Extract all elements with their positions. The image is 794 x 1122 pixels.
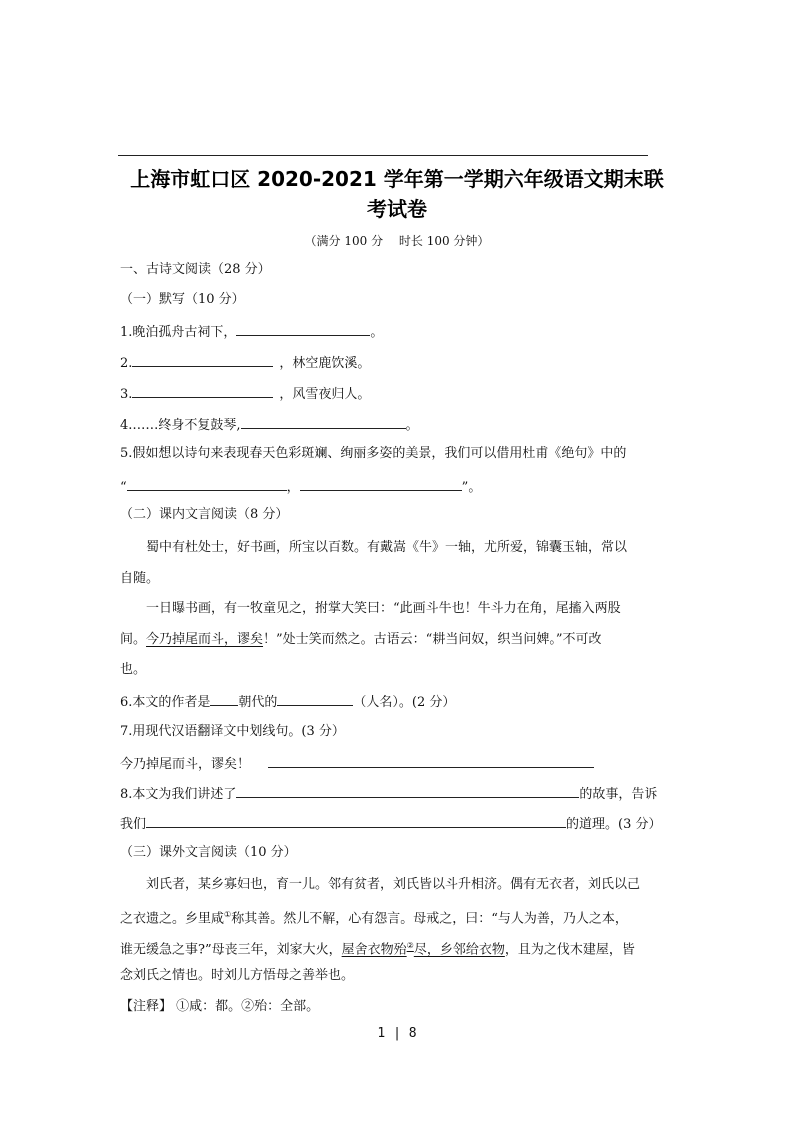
q5-answer-blank-1[interactable] (127, 477, 287, 491)
q1-prefix: 1.晚泊孤舟古祠下， (120, 325, 237, 340)
exam-title-line2: 考试卷 (367, 197, 427, 221)
question-5-text: 5.假如想以诗句来表现春天色彩斑斓、绚丽多姿的美景，我们可以借用杜甫《绝句》中的 (120, 446, 627, 461)
question-8-line1 (120, 784, 657, 804)
q3-suffix: ，风雪夜归人。 (279, 387, 371, 402)
passage2-line3: 一日曝书画，有一牧童见之，拊掌大笑曰：“此画斗牛也！牛斗力在角，尾搐入两股 (146, 601, 621, 616)
note-marker-2: ② (406, 941, 414, 950)
exam-title-line1: 上海市虹口区 2020-2021 学年第一学期六年级语文期末联 (130, 167, 664, 191)
passage2-line4 (120, 631, 601, 649)
annotations: 【注释】 ①咸：都。②殆：全部。 (120, 999, 320, 1014)
q7-sentence-text: 今乃掉尾而斗，谬矣！ (120, 757, 251, 772)
question-7: 7.用现代汉语翻译文中划线句。(3 分） (120, 724, 345, 739)
underlined-phrase-1: 屋舍衣物殆 (341, 942, 407, 958)
question-2 (120, 353, 370, 373)
part3-heading: （三）课外文言阅读（10 分） (120, 845, 297, 860)
q8-answer-blank-2[interactable] (146, 814, 566, 828)
passage3-line3-pre: 谁无缓急之事?”母丧三年，刘家大火， (120, 942, 342, 958)
passage2-line4-pre: 间。 (120, 632, 147, 647)
passage3-line2-post: 称其善。然儿不解，心有怨言。母戒之，曰：“与人为善，乃人之本， (231, 911, 628, 927)
score-info: （满分 100 分 时长 100 分钟） (304, 234, 490, 248)
question-7-sentence (120, 754, 594, 774)
q3-answer-blank[interactable] (132, 384, 273, 398)
q5-comma: ， (286, 480, 300, 495)
passage3-line2 (120, 906, 628, 928)
q8-line2-suffix: 的道理。(3 分） (566, 817, 662, 832)
q8-answer-blank-1[interactable] (236, 784, 579, 798)
passage3-line2-pre: 之衣遗之。乡里咸 (120, 911, 225, 927)
part2-heading: （二）课内文言阅读（8 分） (120, 507, 289, 522)
q1-suffix: 。 (370, 325, 384, 340)
question-3 (120, 384, 370, 404)
passage3-line3-post: ，且为之伐木建屋，皆 (504, 942, 635, 958)
passage3-line1: 刘氏者，某乡寡妇也，育一儿。邻有贫者，刘氏皆以斗升相济。偶有无衣者，刘氏以己 (146, 877, 641, 892)
passage3-line3 (120, 937, 635, 959)
q4-prefix: 4.……终身不复鼓琴, (120, 418, 241, 433)
passage3-line4: 念刘氏之情也。时刘儿方悟母之善举也。 (120, 968, 355, 983)
q7-answer-blank[interactable] (268, 754, 594, 768)
question-5-answer (120, 477, 481, 497)
passage2-line1: 蜀中有杜处士，好书画，所宝以百数。有戴嵩《牛》一轴，尤所爱，锦囊玉轴，常以 (146, 540, 628, 555)
q2-prefix: 2. (120, 356, 133, 371)
q6-suffix: （人名）。(2 分） (353, 695, 456, 710)
q8-line2-prefix: 我们 (120, 817, 147, 832)
q2-answer-blank[interactable] (132, 353, 273, 367)
question-4 (120, 415, 419, 435)
q3-prefix: 3. (120, 387, 133, 402)
q4-suffix: 。 (405, 418, 419, 433)
q6-dynasty-blank[interactable] (210, 692, 238, 706)
question-1 (120, 322, 383, 342)
passage2-line5: 也。 (120, 662, 147, 677)
passage2-line4-post: ！”处士笑而然之。古语云：“耕当问奴，织当问婢。”不可改 (263, 632, 602, 647)
section1-heading: 一、古诗文阅读（28 分） (120, 262, 271, 277)
q8-suffix: 的故事，告诉 (579, 787, 658, 802)
underlined-phrase-2: 尽，乡邻给衣物 (413, 942, 505, 958)
underlined-sentence: 今乃掉尾而斗，谬矣 (146, 632, 264, 647)
q6-middle: 朝代的 (238, 695, 278, 710)
q4-answer-blank[interactable] (241, 415, 406, 429)
page-number: 1 | 8 (377, 1026, 417, 1041)
note-marker-1: ① (224, 910, 232, 919)
q5-open-quote: “ (120, 480, 127, 495)
question-6 (120, 692, 455, 712)
question-8-line2 (120, 814, 662, 834)
q6-name-blank[interactable] (277, 692, 353, 706)
header-rule (118, 155, 648, 156)
q8-prefix: 8.本文为我们讲述了 (120, 787, 237, 802)
q5-answer-blank-2[interactable] (300, 477, 462, 491)
q5-close-quote: ”。 (461, 480, 482, 495)
passage2-line2: 自随。 (120, 571, 160, 586)
part1-heading: （一）默写（10 分） (120, 292, 245, 307)
q2-suffix: ，林空鹿饮溪。 (279, 356, 371, 371)
q6-prefix: 6.本文的作者是 (120, 695, 211, 710)
q1-answer-blank[interactable] (236, 322, 370, 336)
